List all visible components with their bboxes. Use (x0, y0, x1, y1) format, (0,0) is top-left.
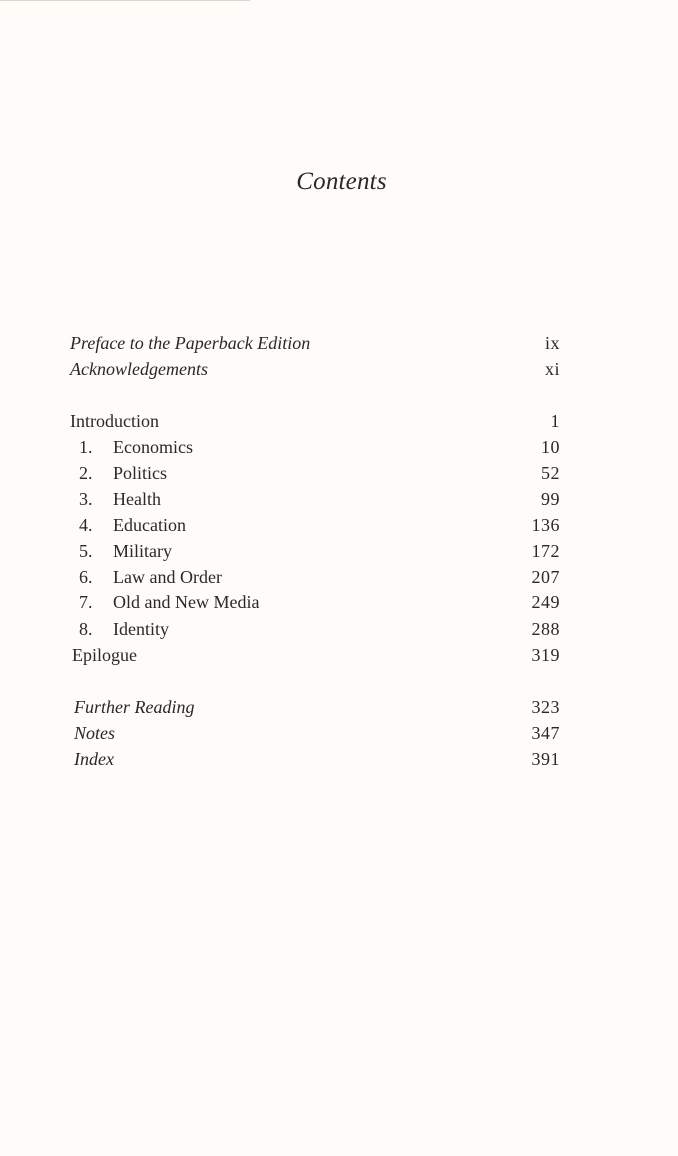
toc-entry-label: Preface to the Paperback Edition (70, 333, 311, 353)
chapter-number: 5. (79, 541, 93, 561)
toc-entry-notes (70, 721, 560, 745)
toc-entry-page: 347 (531, 723, 560, 743)
toc-entry-epilogue (70, 643, 560, 667)
toc-entry-chapter-6 (70, 565, 560, 589)
toc-entry-page: 391 (531, 749, 560, 769)
toc-entry-page: 172 (531, 541, 560, 561)
toc-entry-label: Law and Order (113, 567, 222, 587)
toc-entry-page: 288 (531, 619, 560, 639)
toc-entry-label: Politics (113, 463, 168, 483)
chapter-number: 7. (79, 592, 93, 612)
toc-entry-introduction (70, 409, 560, 433)
toc-entry-page: 1 (550, 411, 560, 431)
toc-entry-label: Introduction (70, 411, 159, 431)
toc-entry-label: Identity (113, 619, 169, 639)
toc-entry-page: ix (544, 333, 560, 353)
toc-entry-label: Economics (113, 437, 193, 457)
toc-entry-page: 323 (531, 697, 560, 717)
toc-entry-further-reading (70, 695, 560, 719)
toc-entry-label: Notes (74, 723, 116, 743)
toc-entry-page: 249 (531, 592, 560, 612)
toc-entry-page: 52 (541, 463, 560, 483)
toc-entry-page: 99 (541, 489, 560, 509)
toc-entry-acknowledgements (70, 357, 560, 381)
toc-entry-label: Old and New Media (113, 592, 260, 612)
toc-entry-page: 10 (541, 437, 560, 457)
toc-entry-preface (70, 331, 560, 355)
chapter-number: 1. (79, 437, 93, 457)
toc-entry-chapter-2 (70, 461, 560, 485)
toc-entry-page: 136 (531, 515, 560, 535)
toc-entry-chapter-4 (70, 513, 560, 537)
toc-entry-label: Acknowledgements (70, 359, 208, 379)
toc-entry-page: 319 (531, 645, 560, 665)
toc-entry-page: xi (544, 359, 560, 379)
toc-entry-page: 207 (531, 567, 560, 587)
chapter-number: 4. (79, 515, 93, 535)
chapter-number: 3. (79, 489, 93, 509)
toc-entry-chapter-8 (70, 617, 560, 641)
toc-entry-label: Health (113, 489, 161, 509)
chapter-number: 8. (79, 619, 93, 639)
toc-entry-chapter-1 (70, 435, 560, 459)
toc-entry-label: Education (113, 515, 186, 535)
page-title: Contents (296, 168, 387, 195)
toc-entry-label: Index (74, 749, 114, 769)
page-edge-rule (0, 0, 250, 1)
toc-entry-index (70, 747, 560, 771)
toc-entry-chapter-7 (70, 590, 560, 614)
toc-entry-chapter-5 (70, 539, 560, 563)
toc-entry-label: Military (113, 541, 172, 561)
toc-entry-label: Further Reading (74, 697, 195, 717)
toc-entry-label: Epilogue (72, 645, 137, 665)
toc-entry-chapter-3 (70, 487, 560, 511)
chapter-number: 6. (79, 567, 93, 587)
chapter-number: 2. (79, 463, 93, 483)
